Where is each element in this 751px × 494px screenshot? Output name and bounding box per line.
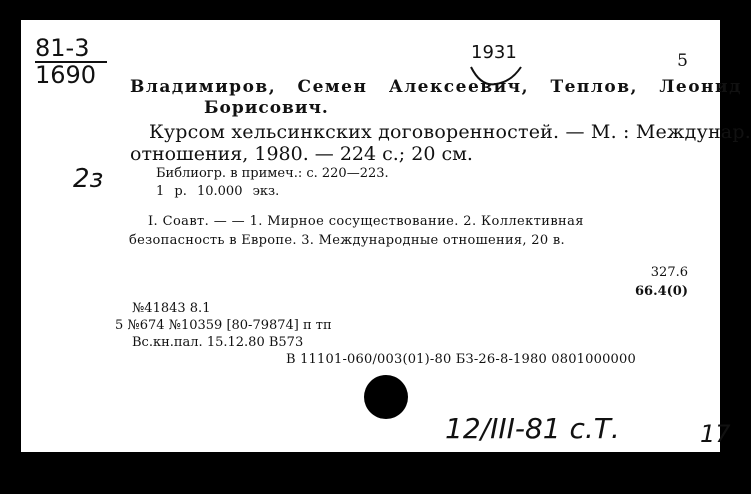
author-line: Владимиров, Семен Алексеевич, Теплов, Леонид xyxy=(130,77,742,97)
subjects-line-2: безопасность в Европе. 3. Международные отношения, 20 в. xyxy=(129,233,565,248)
handwritten-year: 1931 xyxy=(471,42,517,63)
code-line: В 11101-060/003(01)-80 БЗ-26-8-1980 0801000000 xyxy=(286,352,636,367)
title-line-1: Курсом хельсинкских договоренностей. — М. : Междунар. xyxy=(149,121,751,143)
order-line: 5 №674 №10359 [80-79874] п тп xyxy=(115,318,332,333)
author-line-2: Борисович. xyxy=(204,98,329,118)
subjects-line-1: I. Соавт. — — 1. Мирное сосуществование. 2. Коллективная xyxy=(148,214,584,229)
registration-number: №41843 8.1 xyxy=(132,301,211,316)
bibliography-note: Библиогр. в примеч.: с. 220—223. xyxy=(156,166,389,181)
catalog-card xyxy=(21,20,751,452)
bbk-code: 66.4(0) xyxy=(634,284,688,299)
handwritten-date: 12/III-81 с.Т. xyxy=(445,412,620,445)
title-line-2: отношения, 1980. — 224 с.; 20 см. xyxy=(130,143,473,165)
handwritten-shelf-line1: 81-3 xyxy=(35,34,90,62)
card-number: 5 xyxy=(677,51,688,71)
udc-code: 327.6 xyxy=(650,265,688,280)
price-run: 1 р. 10.000 экз. xyxy=(156,184,280,199)
punch-hole xyxy=(364,375,408,419)
handwritten-shelf-number xyxy=(35,36,107,87)
printer-line: Вс.кн.пал. 15.12.80 В573 xyxy=(132,335,304,350)
handwritten-edge-mark: 17 xyxy=(700,420,731,448)
handwritten-shelf-line2: 1690 xyxy=(35,61,97,89)
handwritten-margin-note: 2з xyxy=(73,164,104,194)
